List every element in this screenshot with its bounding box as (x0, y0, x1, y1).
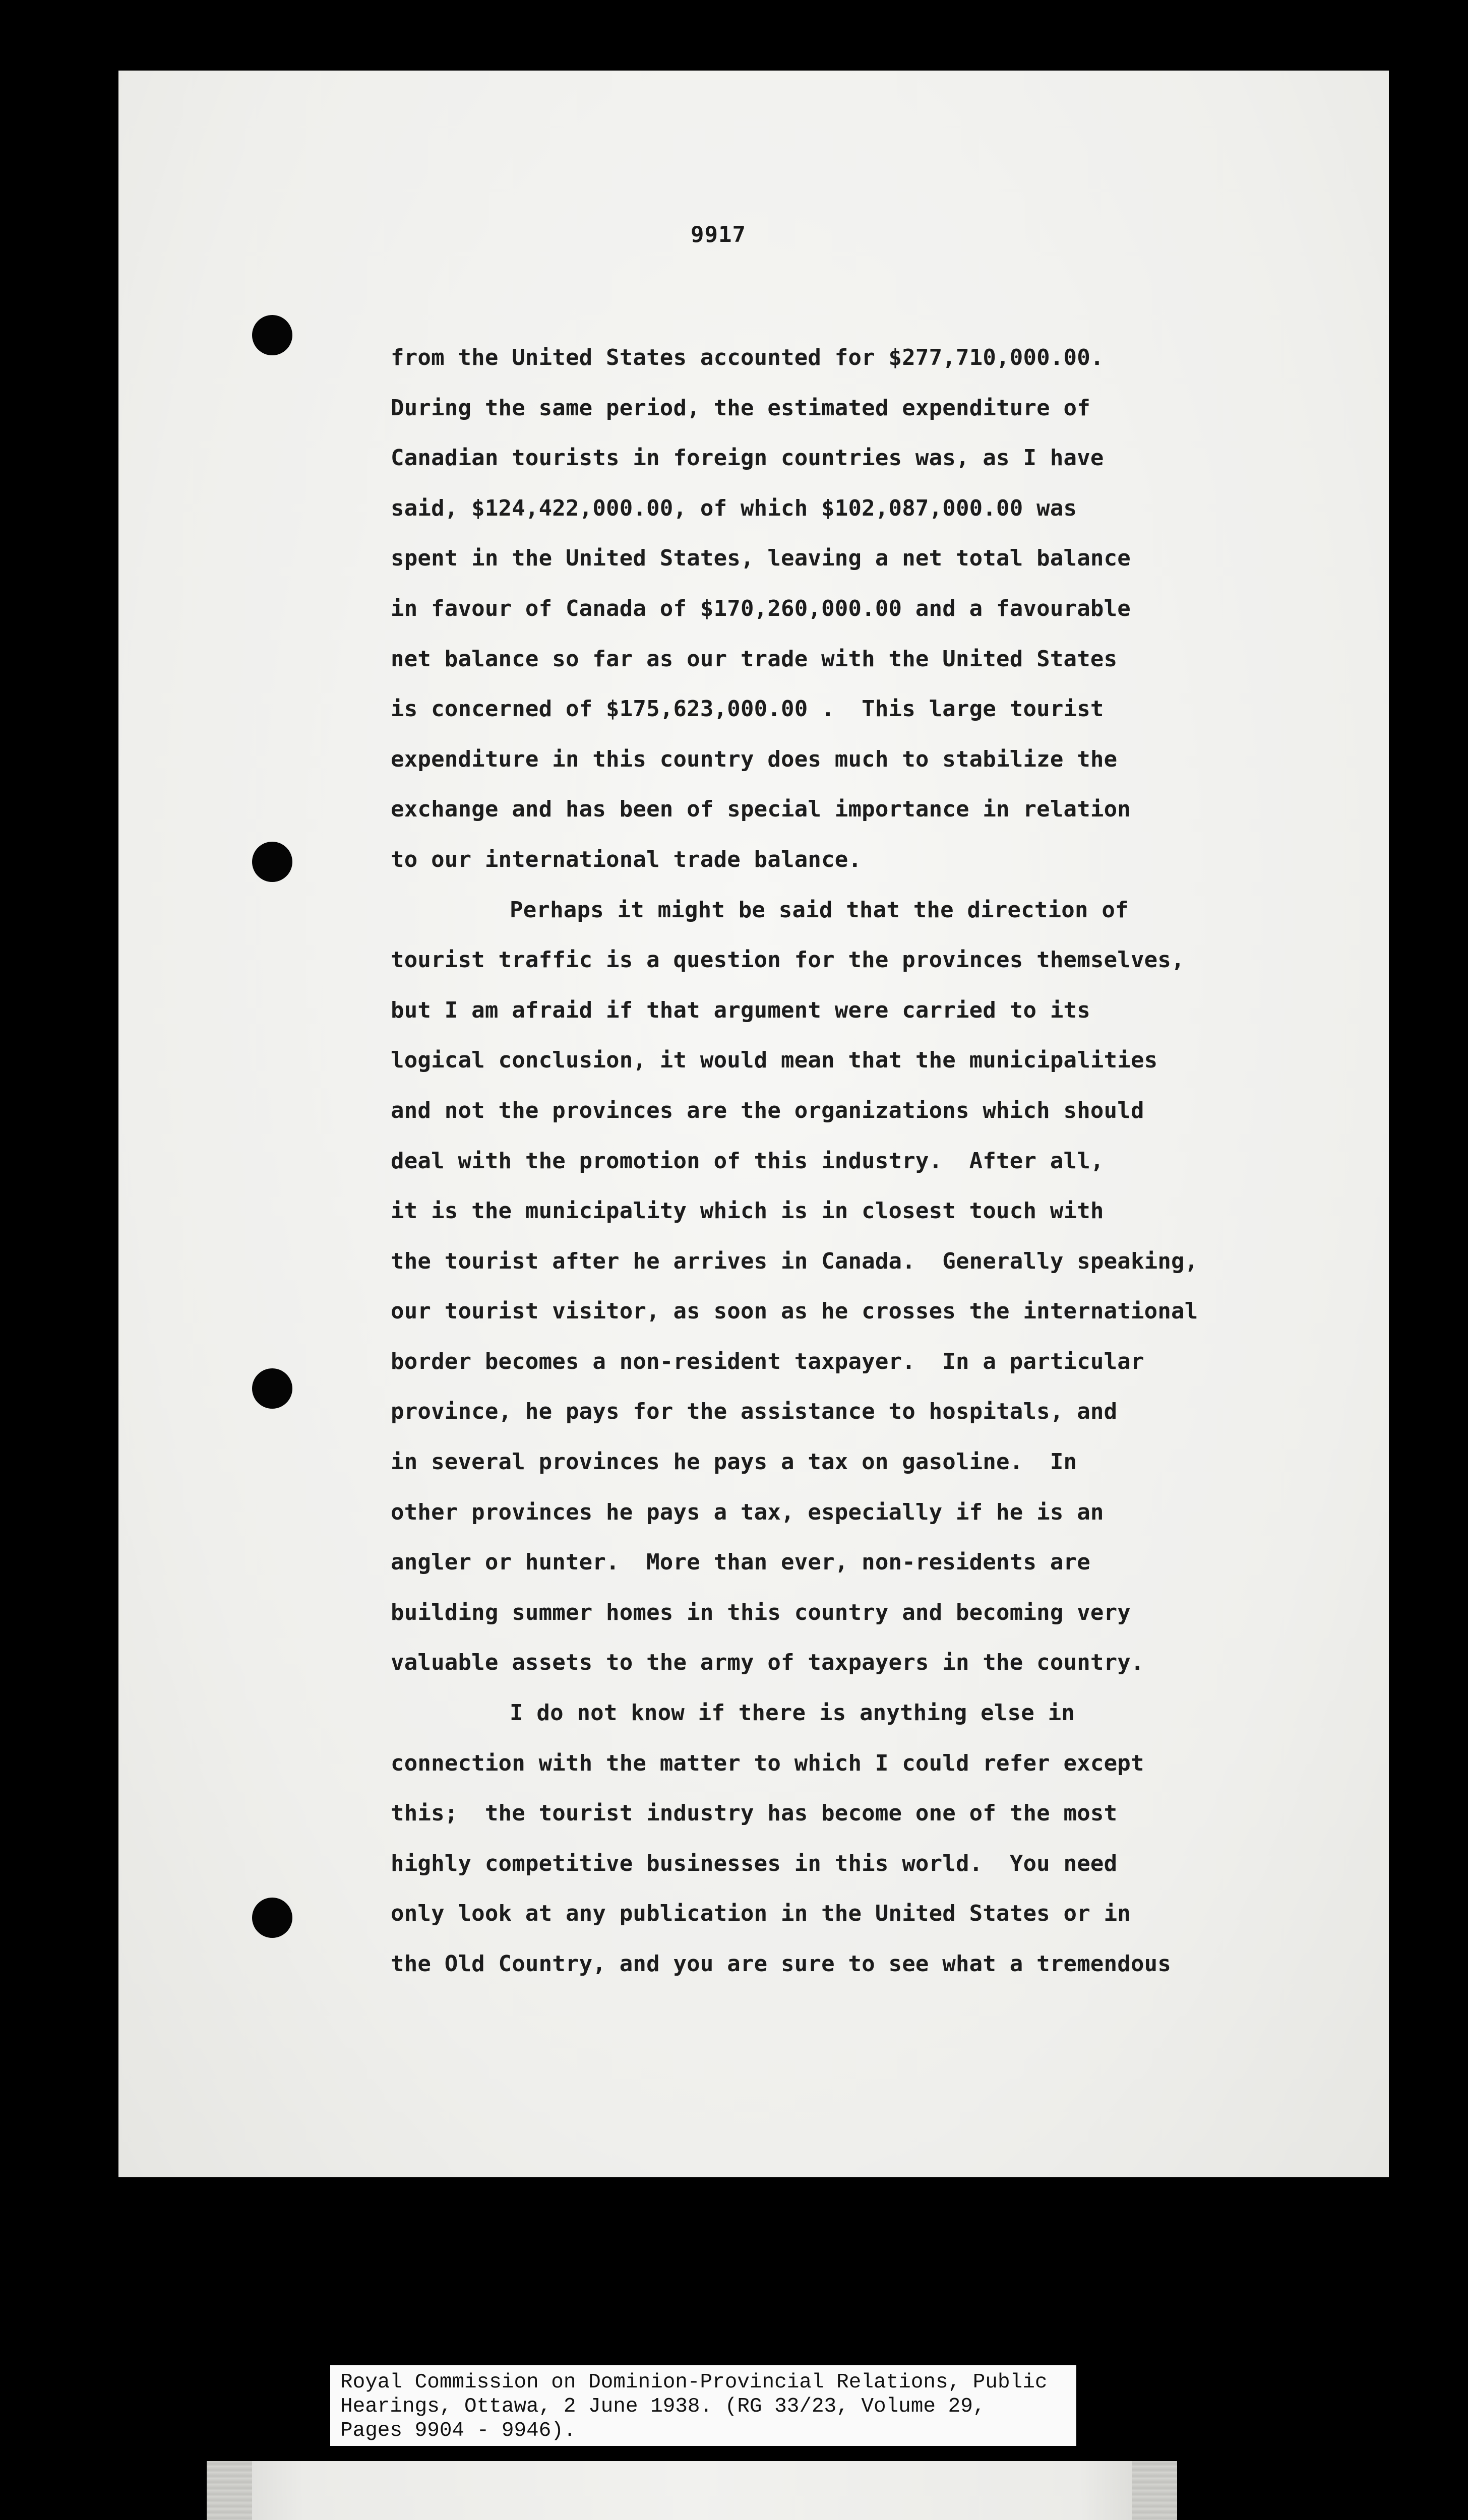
text-line: in favour of Canada of $170,260,000.00 and a favourable (391, 595, 1131, 621)
text-line: connection with the matter to which I could refer except (391, 1750, 1144, 1776)
text-line: is concerned of $175,623,000.00 . This large tourist (391, 696, 1104, 722)
text-line: Perhaps it might be said that the direction of (510, 897, 1129, 923)
text-line: spent in the United States, leaving a net total balance (391, 545, 1131, 572)
punch-hole (252, 1898, 292, 1938)
text-line: in several provinces he pays a tax on gasoline. In (391, 1449, 1077, 1475)
text-line: valuable assets to the army of taxpayers in the country. (391, 1650, 1144, 1676)
text-line: tourist traffic is a question for the provinces themselves, (391, 947, 1185, 973)
citation-label: Royal Commission on Dominion-Provincial Relations, Public Hearings, Ottawa, 2 June 1938. (RG 33/23, Volume 29, Pages 9904 - 9946). (330, 2365, 1076, 2446)
text-line: said, $124,422,000.00, of which $102,087,000.00 was (391, 495, 1077, 521)
text-line: net balance so far as our trade with the United States (391, 646, 1118, 672)
text-line: and not the provinces are the organizations which should (391, 1097, 1144, 1123)
text-line: it is the municipality which is in closest touch with (391, 1198, 1104, 1224)
text-line: I do not know if there is anything else in (510, 1700, 1075, 1726)
text-line: from the United States accounted for $277,710,000.00. (391, 345, 1104, 370)
page-number: 9917 (691, 222, 746, 247)
text-line: Canadian tourists in foreign countries was, as I have (391, 445, 1104, 471)
punch-hole (252, 842, 292, 882)
text-line: logical conclusion, it would mean that the municipalities (391, 1047, 1158, 1074)
document-page (118, 71, 1389, 2177)
archives-stamp (207, 2461, 1177, 2520)
text-line: other provinces he pays a tax, especially if he is an (391, 1499, 1104, 1525)
text-line: exchange and has been of special importance in relation (391, 796, 1131, 823)
text-line: expenditure in this country does much to stabilize the (391, 746, 1118, 772)
text-line: deal with the promotion of this industry. After all, (391, 1148, 1104, 1174)
text-line: but I am afraid if that argument were carried to its (391, 997, 1090, 1023)
text-line: During the same period, the estimated expenditure of (391, 395, 1090, 421)
text-line: the tourist after he arrives in Canada. Generally speaking, (391, 1248, 1198, 1274)
punch-hole (252, 315, 292, 355)
text-line: border becomes a non-resident taxpayer. In a particular (391, 1348, 1144, 1374)
text-line: to our international trade balance. (391, 846, 862, 872)
text-line: angler or hunter. More than ever, non-residents are (391, 1549, 1090, 1576)
text-line: building summer homes in this country and becoming very (391, 1599, 1131, 1625)
text-line: only look at any publication in the United States or in (391, 1901, 1131, 1927)
text-line: province, he pays for the assistance to hospitals, and (391, 1399, 1118, 1425)
stamp-edge (1132, 2461, 1177, 2520)
text-line: our tourist visitor, as soon as he crosses the international (391, 1298, 1198, 1325)
text-line: this; the tourist industry has become one of the most (391, 1800, 1118, 1826)
punch-hole (252, 1368, 292, 1409)
text-line: the Old Country, and you are sure to see what a tremendous (391, 1951, 1172, 1977)
stamp-edge (207, 2461, 252, 2520)
text-line: highly competitive businesses in this world. You need (391, 1850, 1118, 1876)
typed-text-body (391, 333, 1404, 1989)
